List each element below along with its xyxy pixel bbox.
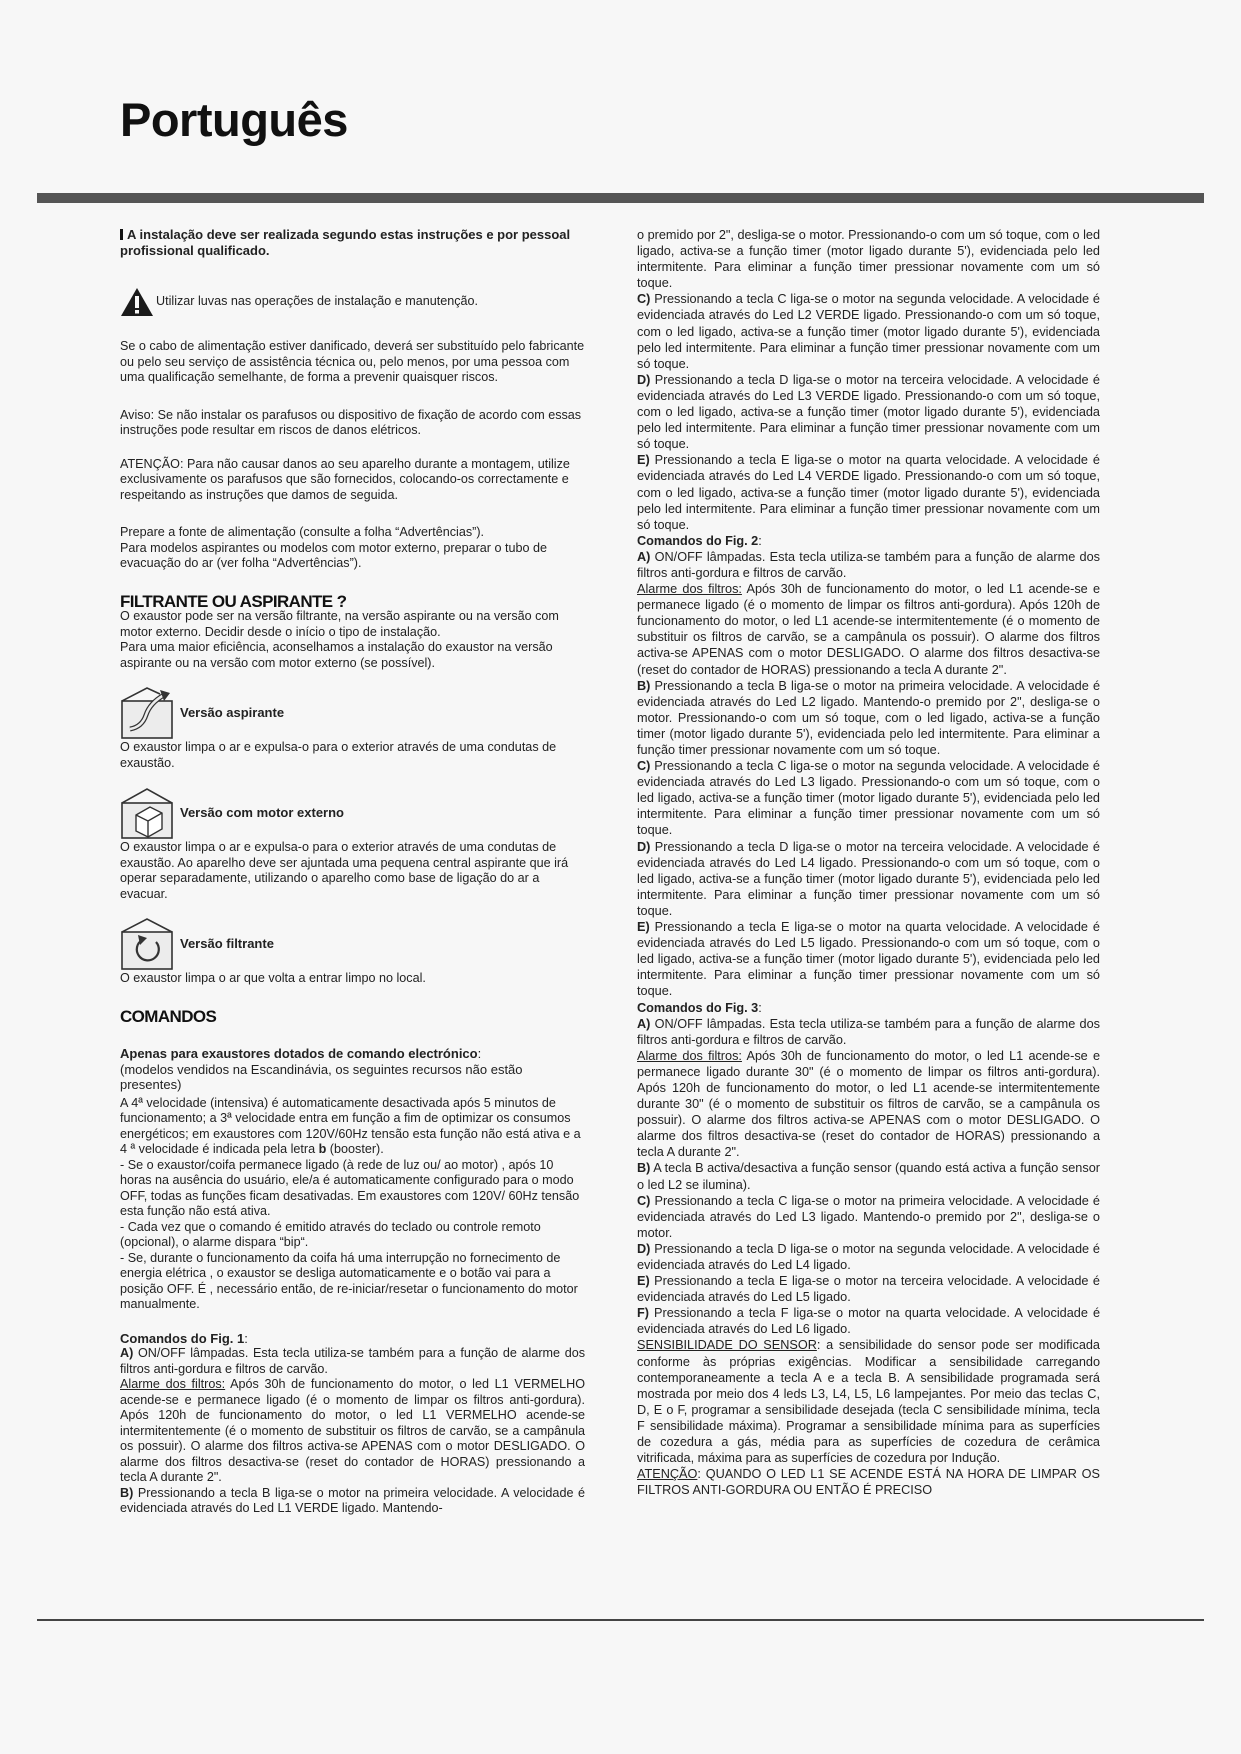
fig2-filter-alarm: Alarme dos filtros: Após 30h de funcionamento do motor, o led L1 acende-se e permanece ligado (é o momento de limpar os filtros anti-gordura). Após 120h de funcionamento do motor, o led L1 acende-se intermitentemente (é o momento de substituir os filtros de carvão, se a campânula os possuir). O alarme dos filtros activa-se APENAS com o motor DESLIGADO. O alarme dos filtros desactiva-se (reset do contador de HORAS) pressionando a tecla A durante 2".: [637, 582, 1101, 677]
page-title: Português: [120, 93, 348, 146]
fig3-key-e: E) Pressionando a tecla E liga-se o motor na terceira velocidade. A velocidade é evidenciada através do Led L5 ligado.: [637, 1274, 1100, 1305]
fig2-key-e: E) Pressionando a tecla E liga-se o motor na quarta velocidade. A velocidade é evidenciada através do Led L5 ligado. Pressionando-o com um só toque, com o led ligado, activa-se a função timer (motor ligado durante 5'), evidenciada pelo led intermitente. Para eliminar a função timer pressionar novamente com um só toque.: [637, 920, 1100, 999]
gloves-note: Utilizar luvas nas operações de instalação e manutenção.: [120, 287, 585, 317]
hood-exhaust-icon: [120, 685, 175, 740]
power-cut-paragraph: - Se, durante o funcionamento da coifa há uma interrupção no fornecimento de energia elétrica , o exaustor se desliga automaticamente e o botão vai para a posição OFF. É , necessário então, de re-iniciar/resetar o funcionamento do motor manualmente.: [120, 1250, 578, 1311]
fig1-filter-alarm: Alarme dos filtros: Após 30h de funcionamento do motor, o led L1 VERMELHO acende-se e permanece ligado (é o momento de limpar os filtros anti-gordura). Após 120h de funcionamento do motor, o led L1 VERMELHO acende-se intermitentemente (é o momento de substituir os filtros de carvão, se a campânula os possuir). O alarme dos filtros activa-se APENAS com o motor DESLIGADO. O alarme dos filtros desactiva-se (reset do contador de HORAS) pressionando a tecla A durante 2".: [120, 1377, 586, 1484]
power-paragraph-1: Prepare a fonte de alimentação (consulte a folha “Advertências”).: [120, 525, 485, 539]
header-rule: [37, 193, 1204, 203]
installation-warning: A instalação deve ser realizada segundo estas instruções e por pessoal profissional qualificado.: [120, 227, 571, 258]
fig3-filter-alarm: Alarme dos filtros: Após 30h de funcionamento do motor, o led L1 acende-se e permanece ligado durante 30" (é o momento de limpar os filtros anti-gordura). Após 120h de funcionamento do motor, o led L1 acende-se intermitentemente durante 30" (é o momento de substituir os filtros de carvão, se a campânula os possuir). O alarme dos filtros activa-se APENAS com o motor DESLIGADO. O alarme dos filtros desactiva-se (reset do contador de HORAS) pressionando a tecla A durante 2".: [637, 1048, 1101, 1160]
electronic-subheading: (modelos vendidos na Escandinávia, os seguintes recursos não estão presentes): [120, 1061, 523, 1092]
version-filtrante: Versão filtrante: [120, 916, 585, 971]
fig1-heading: Comandos do Fig. 1:: [120, 1330, 248, 1346]
fig1-key-b: B) Pressionando a tecla B liga-se o motor na primeira velocidade. A velocidade é evidenciada através do Led L1 VERDE ligado. Mantendo-: [120, 1485, 585, 1515]
footer-rule: [37, 1619, 1204, 1621]
fig2-key-a: A) ON/OFF lâmpadas. Esta tecla utiliza-se também para a função de alarme dos filtros anti-gordura e filtros de carvão.: [637, 549, 1100, 580]
warning-triangle-icon: [120, 287, 154, 317]
power-paragraph-2: Para modelos aspirantes ou modelos com motor externo, preparar o tubo de evacuação do ar (ver folha “Advertências”).: [120, 540, 548, 570]
fig2-heading: Comandos do Fig. 2:: [637, 533, 762, 548]
fig3-key-c: C) Pressionando a tecla C liga-se o motor na primeira velocidade. A velocidade é evidenciada através do Led L3 ligado. Mantendo-o premido por 2", desliga-se o motor.: [637, 1193, 1100, 1240]
version-motor-externo: Versão com motor externo: [120, 785, 585, 840]
fig1-key-b-continued: o premido por 2", desliga-se o motor. Pressionando-o com um só toque, com o led ligado, activa-se a função timer (motor ligado durante 5'), evidenciada pelo led intermitente. Para eliminar a função timer pressionar novamente com um só toque.: [637, 228, 1100, 291]
filtrante-text: O exaustor limpa o ar que volta a entrar limpo no local.: [120, 971, 426, 985]
version-aspirante: Versão aspirante: [120, 685, 585, 740]
cable-paragraph: Se o cabo de alimentação estiver danificado, deverá ser substituído pelo fabricante ou pelo seu serviço de assistência técnica ou, pelo menos, por uma pessoa com uma qualificação semelhante, de forma a prevenir quaisquer riscos.: [120, 339, 585, 384]
screws-paragraph: Aviso: Se não instalar os parafusos ou dispositivo de fixação de acordo com essas instruções pode resultar em riscos de danos elétricos.: [120, 407, 582, 437]
left-column: [120, 227, 585, 1517]
fourth-speed-paragraph: A 4ª velocidade (intensiva) é automaticamente desactivada após 5 minutos de funcionamento; a 3ª velocidade entra em função a fim de optimizar os consumos energéticos; em exaustores com 120V/60Hz tensão esta função não está ativa e a 4 ª velocidade é indicada pela letra b (booster).: [120, 1095, 581, 1156]
fig1-key-c: C) Pressionando a tecla C liga-se o motor na segunda velocidade. A velocidade é evidenciada através do Led L2 VERDE ligado. Pressionando-o com um só toque, com o led ligado, activa-se a função timer (motor ligado durante 5'), evidenciada pelo led intermitente. Para eliminar a função timer pressionar novamente com um só toque.: [637, 292, 1100, 371]
electronic-heading: Apenas para exaustores dotados de comando electrónico:: [120, 1046, 482, 1061]
sensor-sensitivity-paragraph: SENSIBILIDADE DO SENSOR: a sensibilidade do sensor pode ser modificada conforme às próprias exigências. Modificar a sensibilidade carregando contemporaneamente a tecla A e a tecla B. A sensibilidade programada será mostrada por meio dos 4 leds L3, L4, L5, L6 lampejantes. Por meio das teclas C, D, E o F, programar a sensibilidade desejada (tecla C sensibilidade mínima, tecla F sensibilidade máxima). Programar a sensibilidade mínima para as superfícies de cozedura a gás, média para as superfícies de cozedura de cerâmica vitrificada, máxima para as superfícies de cozedura por Indução.: [637, 1338, 1100, 1466]
aspirante-text: O exaustor limpa o ar e expulsa-o para o exterior através de uma condutas de exaustão.: [120, 740, 557, 770]
attention-led-paragraph: ATENÇÃO: QUANDO O LED L1 SE ACENDE ESTÁ NA HORA DE LIMPAR OS FILTROS ANTI-GORDURA OU ENTÃO É PRECISO: [637, 1467, 1100, 1498]
external-motor-icon: [120, 785, 175, 840]
fig3-key-d: D) Pressionando a tecla D liga-se o motor na segunda velocidade. A velocidade é evidenciada através do Led L4 ligado.: [637, 1241, 1100, 1272]
attention-paragraph: ATENÇÃO: Para não causar danos ao seu aparelho durante a montagem, utilize exclusivamente os parafusos que são fornecidos, colocando-os correctamente e respeitando as instruções que damos de seguida.: [120, 456, 570, 502]
fig2-key-d: D) Pressionando a tecla D liga-se o motor na terceira velocidade. A velocidade é evidenciada através do Led L4 ligado. Pressionando-o com um só toque, com o led ligado, activa-se a função timer (motor ligado durante 5'), evidenciada pelo led intermitente. Para eliminar a função timer pressionar novamente com um só toque.: [637, 839, 1100, 918]
fig2-key-c: C) Pressionando a tecla C liga-se o motor na segunda velocidade. A velocidade é evidenciada através do Led L3 ligado. Pressionando-o com um só toque, com o led ligado, activa-se a função timer (motor ligado durante 5'), evidenciada pelo led intermitente. Para eliminar a função timer pressionar novamente com um só toque.: [637, 759, 1100, 838]
fig3-heading: Comandos do Fig. 3:: [637, 1000, 762, 1015]
fig1-key-a: A) ON/OFF lâmpadas. Esta tecla utiliza-se também para a função de alarme dos filtros anti-gordura e filtros de carvão.: [120, 1346, 585, 1376]
section-comandos-title: COMANDOS: [120, 1006, 217, 1026]
fig3-key-a: A) ON/OFF lâmpadas. Esta tecla utiliza-se também para a função de alarme dos filtros anti-gordura e filtros de carvão.: [637, 1016, 1100, 1047]
recirculation-icon: [120, 916, 175, 971]
motor-externo-text: O exaustor limpa o ar e expulsa-o para o exterior através de uma condutas de exaustão. Ao aparelho deve ser ajuntada uma pequena central aspirante que irá operar separadamente, utilizando o aparelho como base de ligação do ar a evacuar.: [120, 840, 569, 901]
right-column: [637, 227, 1100, 1498]
warning-bar-icon: [120, 229, 123, 240]
fig3-key-f: F) Pressionando a tecla F liga-se o motor na quarta velocidade. A velocidade é evidenciada através do Led L6 ligado.: [637, 1306, 1100, 1337]
fig1-key-d: D) Pressionando a tecla D liga-se o motor na terceira velocidade. A velocidade é evidenciada através do Led L3 VERDE ligado. Pressionando-o com um só toque, com o led ligado, activa-se a função timer (motor ligado durante 5'), evidenciada pelo led intermitente. Para eliminar a função timer pressionar novamente com um só toque.: [637, 372, 1100, 452]
bip-paragraph: - Cada vez que o comando é emitido através do teclado ou controle remoto (opcional), o alarme dispara “bip“.: [120, 1219, 541, 1249]
section-filter-title: FILTRANTE OU ASPIRANTE ?: [120, 591, 347, 611]
filter-paragraph-2: Para uma maior eficiência, aconselhamos a instalação do exaustor na versão aspirante ou na versão com motor externo (se possível).: [120, 640, 553, 670]
fig3-key-b: B) A tecla B activa/desactiva a função sensor (quando está activa a função sensor o led L2 se ilumina).: [637, 1161, 1100, 1192]
fig2-key-b: B) Pressionando a tecla B liga-se o motor na primeira velocidade. A velocidade é evidenciada através do Led L2 ligado. Mantendo-o premido por 2", desliga-se o motor. Pressionando-o com um só toque, com o led ligado, activa-se a função timer (motor ligado durante 5'), evidenciada pelo led intermitente. Para eliminar a função timer pressionar novamente com um só toque.: [637, 678, 1100, 757]
fig1-key-e: E) Pressionando a tecla E liga-se o motor na quarta velocidade. A velocidade é evidenciada através do Led L4 VERDE ligado. Pressionando-o com um só toque, com o led ligado, activa-se a função timer (motor ligado durante 5'), evidenciada pelo led intermitente. Para eliminar a função timer pressionar novamente com um só toque.: [637, 453, 1100, 532]
filter-paragraph-1: O exaustor pode ser na versão filtrante, na versão aspirante ou na versão com motor externo. Decidir desde o início o tipo de instalação.: [120, 609, 559, 639]
auto-off-paragraph: - Se o exaustor/coifa permanece ligado (à rede de luz ou/ ao motor) , após 10 horas na ausência do usuário, ele/a é automaticamente configurado para o modo OFF, todas as funções ficam desativadas. Em exaustores com 120V/ 60Hz tensão esta função não está ativa.: [120, 1157, 580, 1218]
